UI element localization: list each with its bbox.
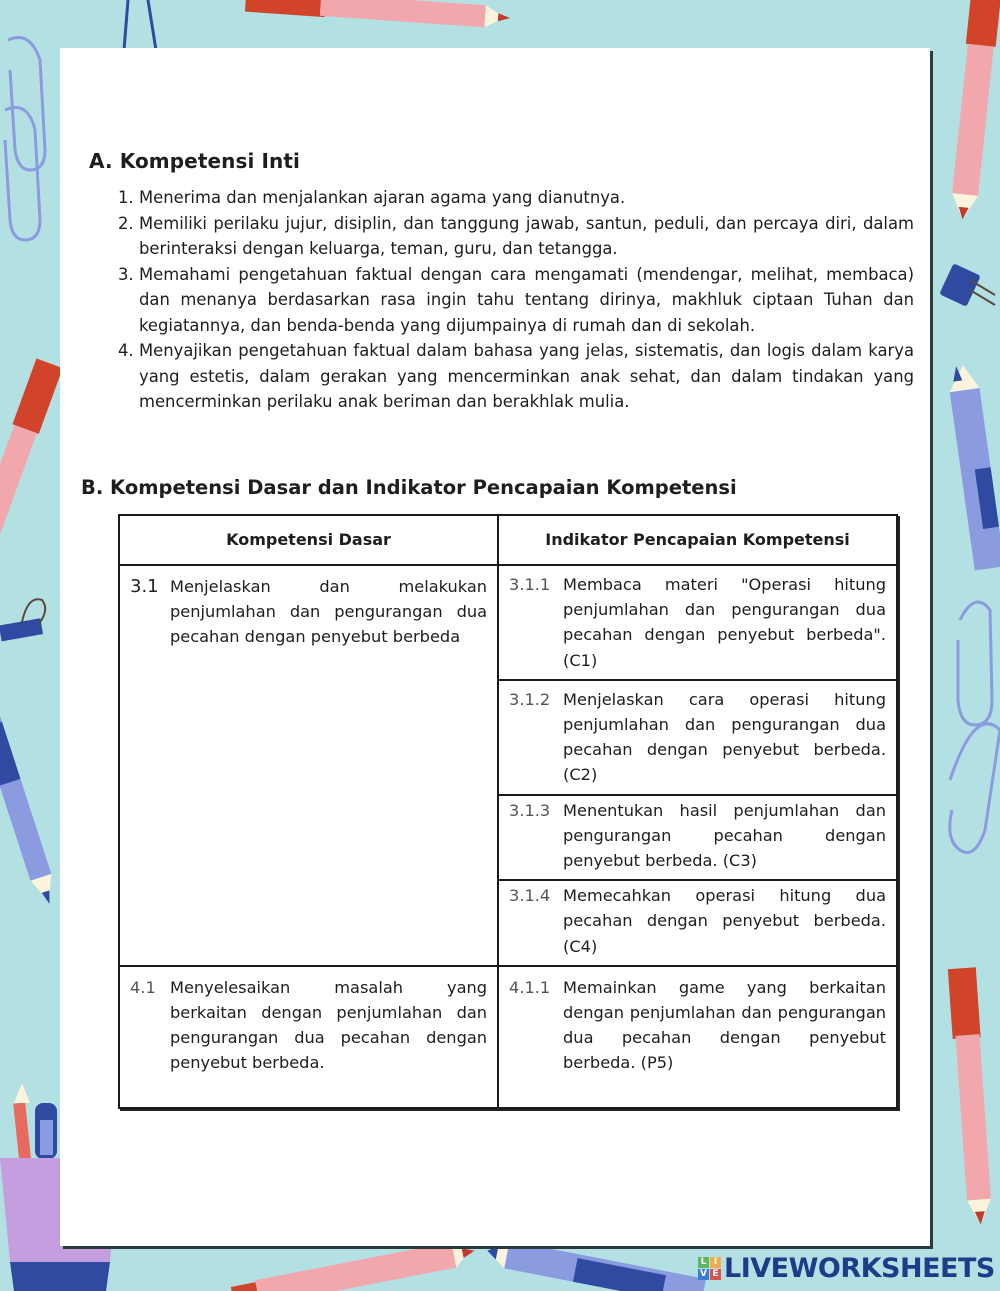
column-header-indikator: Indikator Pencapaian Kompetensi	[498, 515, 897, 565]
indicator-code: 3.1.4	[509, 886, 551, 906]
list-item-number: 3.	[118, 264, 134, 284]
live-badge-icon: L I V E	[698, 1257, 721, 1280]
table-row	[119, 565, 897, 680]
kd-text: Menyelesaikan masalah yang berkaitan dengan penjumlahan dan pengurangan dua pecahan dengan penyebut berbeda.	[170, 977, 488, 1073]
kompetensi-inti-list	[118, 185, 914, 415]
list-item-text: Menerima dan menjalankan ajaran agama yang dianutnya.	[139, 188, 626, 207]
list-item	[118, 338, 914, 415]
marker-icon	[0, 358, 63, 537]
indicator-cell	[498, 880, 897, 966]
paperclip-icon	[5, 38, 45, 241]
indicator-cell	[498, 966, 897, 1108]
indicator-code: 3.1.2	[509, 689, 551, 709]
list-item-number: 2.	[118, 213, 134, 233]
indicator-cell	[498, 565, 897, 680]
list-item	[118, 262, 914, 339]
indicator-cell	[498, 680, 897, 795]
indicator-code: 4.1.1	[509, 977, 551, 997]
list-item	[118, 211, 914, 262]
pencil-icon	[948, 0, 1000, 221]
indicator-text: Memainkan game yang berkaitan dengan penjumlahan dan pengurangan dua pecahan dengan penyebut berbeda. (P5)	[563, 977, 886, 1073]
list-item-number: 4.	[118, 341, 134, 360]
kd-code: 3.1	[130, 576, 159, 597]
pencil-icon	[946, 363, 1000, 570]
competency-table	[118, 514, 898, 1109]
liveworksheets-logo[interactable]	[698, 1253, 995, 1284]
indicator-cell	[498, 795, 897, 881]
table-header-row	[119, 515, 897, 565]
marker-icon	[948, 967, 994, 1225]
binder-clip-icon	[939, 263, 995, 306]
table-row	[119, 966, 897, 1108]
list-item	[118, 185, 914, 211]
section-b-title: B. Kompetensi Dasar dan Indikator Pencapaian Kompetensi	[81, 476, 737, 499]
indicator-code: 3.1.3	[509, 800, 551, 820]
section-a-title: A. Kompetensi Inti	[89, 149, 300, 173]
logo-text: LIVEWORKSHEETS	[724, 1253, 995, 1284]
kd-cell	[119, 966, 498, 1108]
indicator-text: Menjelaskan cara operasi hitung penjumlahan dan pengurangan dua pecahan dengan penyebut berbeda. (C2)	[563, 689, 886, 785]
indicator-text: Memecahkan operasi hitung dua pecahan dengan penyebut berbeda. (C4)	[563, 886, 886, 956]
pencil-icon	[245, 0, 511, 30]
list-item-text: Memahami pengetahuan faktual dengan cara mengamati (mendengar, melihat, membaca) dan menanya berdasarkan rasa ingin tahu tentang dirinya, makhluk ciptaan Tuhan dan kegiatannya, dan benda-benda yang dijumpainya di rumah dan di sekolah.	[139, 264, 914, 335]
kd-text: Menjelaskan dan melakukan penjumlahan dan pengurangan dua pecahan dengan penyebut berbeda	[170, 577, 488, 647]
column-header-kompetensi-dasar: Kompetensi Dasar	[119, 515, 498, 565]
list-item-text: Memiliki perilaku jujur, disiplin, dan tanggung jawab, santun, peduli, dan percaya diri, dalam berinteraksi dengan keluarga, teman, guru, dan tetangga.	[139, 213, 914, 258]
kd-code: 4.1	[130, 977, 156, 997]
indicator-text: Membaca materi "Operasi hitung penjumlahan dan pengurangan dua pecahan dengan penyebut berbeda". (C1)	[563, 575, 886, 670]
indicator-code: 3.1.1	[509, 575, 551, 594]
indicator-text: Menentukan hasil penjumlahan dan pengurangan pecahan dengan penyebut berbeda. (C3)	[563, 800, 886, 871]
list-item-text: Menyajikan pengetahuan faktual dalam bahasa yang jelas, sistematis, dan logis dalam karya yang estetis, dalam gerakan yang mencerminkan anak sehat, dan dalam tindakan yang mencerminkan perilaku anak beriman dan berakhlak mulia.	[139, 341, 914, 411]
kd-cell	[119, 565, 498, 966]
binder-clip-icon	[0, 599, 45, 641]
list-item-number: 1.	[118, 188, 134, 207]
pencil-icon	[0, 684, 60, 908]
